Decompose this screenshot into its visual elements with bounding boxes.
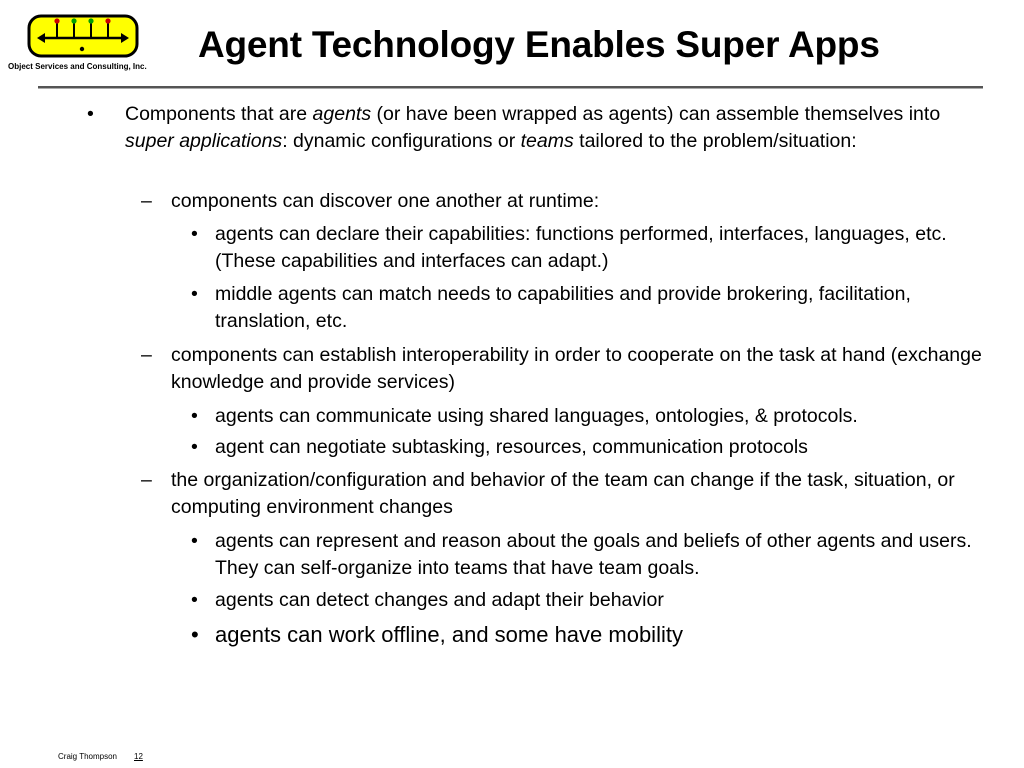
sub-sub-bullet-communicate: • agents can communicate using shared languages, ontologies, & protocols. xyxy=(215,403,1005,430)
footer-author: Craig Thompson xyxy=(58,752,117,761)
company-name: Object Services and Consulting, Inc. xyxy=(8,62,147,71)
sub-sub-bullet-negotiate: • agent can negotiate subtasking, resources, communication protocols xyxy=(215,434,1005,461)
bullet-marker: • xyxy=(191,622,199,647)
sub-bullet-discover: – components can discover one another at runtime: xyxy=(171,188,991,215)
page-number: 12 xyxy=(134,752,143,761)
sub-bullet-organization: – the organization/configuration and behavior of the team can change if the task, situation, or computing environment changes xyxy=(141,469,955,518)
object-services-logo-icon xyxy=(27,14,139,58)
emphasis-teams: teams xyxy=(520,130,574,152)
sub-sub-bullet-middle-agents: • middle agents can match needs to capabilities and provide brokering, facilitation, translation, etc. xyxy=(191,283,911,332)
bullet-marker: • xyxy=(191,436,198,458)
company-logo xyxy=(27,14,139,58)
dash-marker: – xyxy=(141,190,152,212)
bullet-marker: • xyxy=(191,589,198,611)
bullet-marker: • xyxy=(87,103,94,125)
sub-sub-bullet-detect: • agents can detect changes and adapt their behavior xyxy=(215,587,1005,614)
sub-bullet-interoperability: – components can establish interoperability in order to cooperate on the task at hand (exchange knowledge and provide services) xyxy=(141,344,982,393)
emphasis-super-applications: super applications xyxy=(125,130,283,152)
emphasis-agents: agents xyxy=(312,103,372,125)
bullet-marker: • xyxy=(191,223,198,245)
slide-title: Agent Technology Enables Super Apps xyxy=(198,24,880,65)
sub-sub-bullet-reason: • agents can represent and reason about the goals and beliefs of other agents and users. They can self-organize into teams that have team goals. xyxy=(191,530,972,579)
sub-sub-bullet-declare: • agents can declare their capabilities: functions performed, interfaces, languages, etc. (These capabilities and interfaces can adapt.) xyxy=(191,223,947,272)
dash-marker: – xyxy=(141,469,152,491)
bullet-marker: • xyxy=(191,283,198,305)
bullet-marker: • xyxy=(191,530,198,552)
dash-marker: – xyxy=(141,344,152,366)
bullet-components-agents: • Components that are agents (or have been wrapped as agents) can assemble themselves into super applications: dynamic configurations or teams tailored to the problem/situation: xyxy=(87,103,941,152)
sub-sub-bullet-offline: • agents can work offline, and some have mobility xyxy=(191,622,683,647)
bullet-marker: • xyxy=(191,405,198,427)
title-divider xyxy=(38,86,983,89)
